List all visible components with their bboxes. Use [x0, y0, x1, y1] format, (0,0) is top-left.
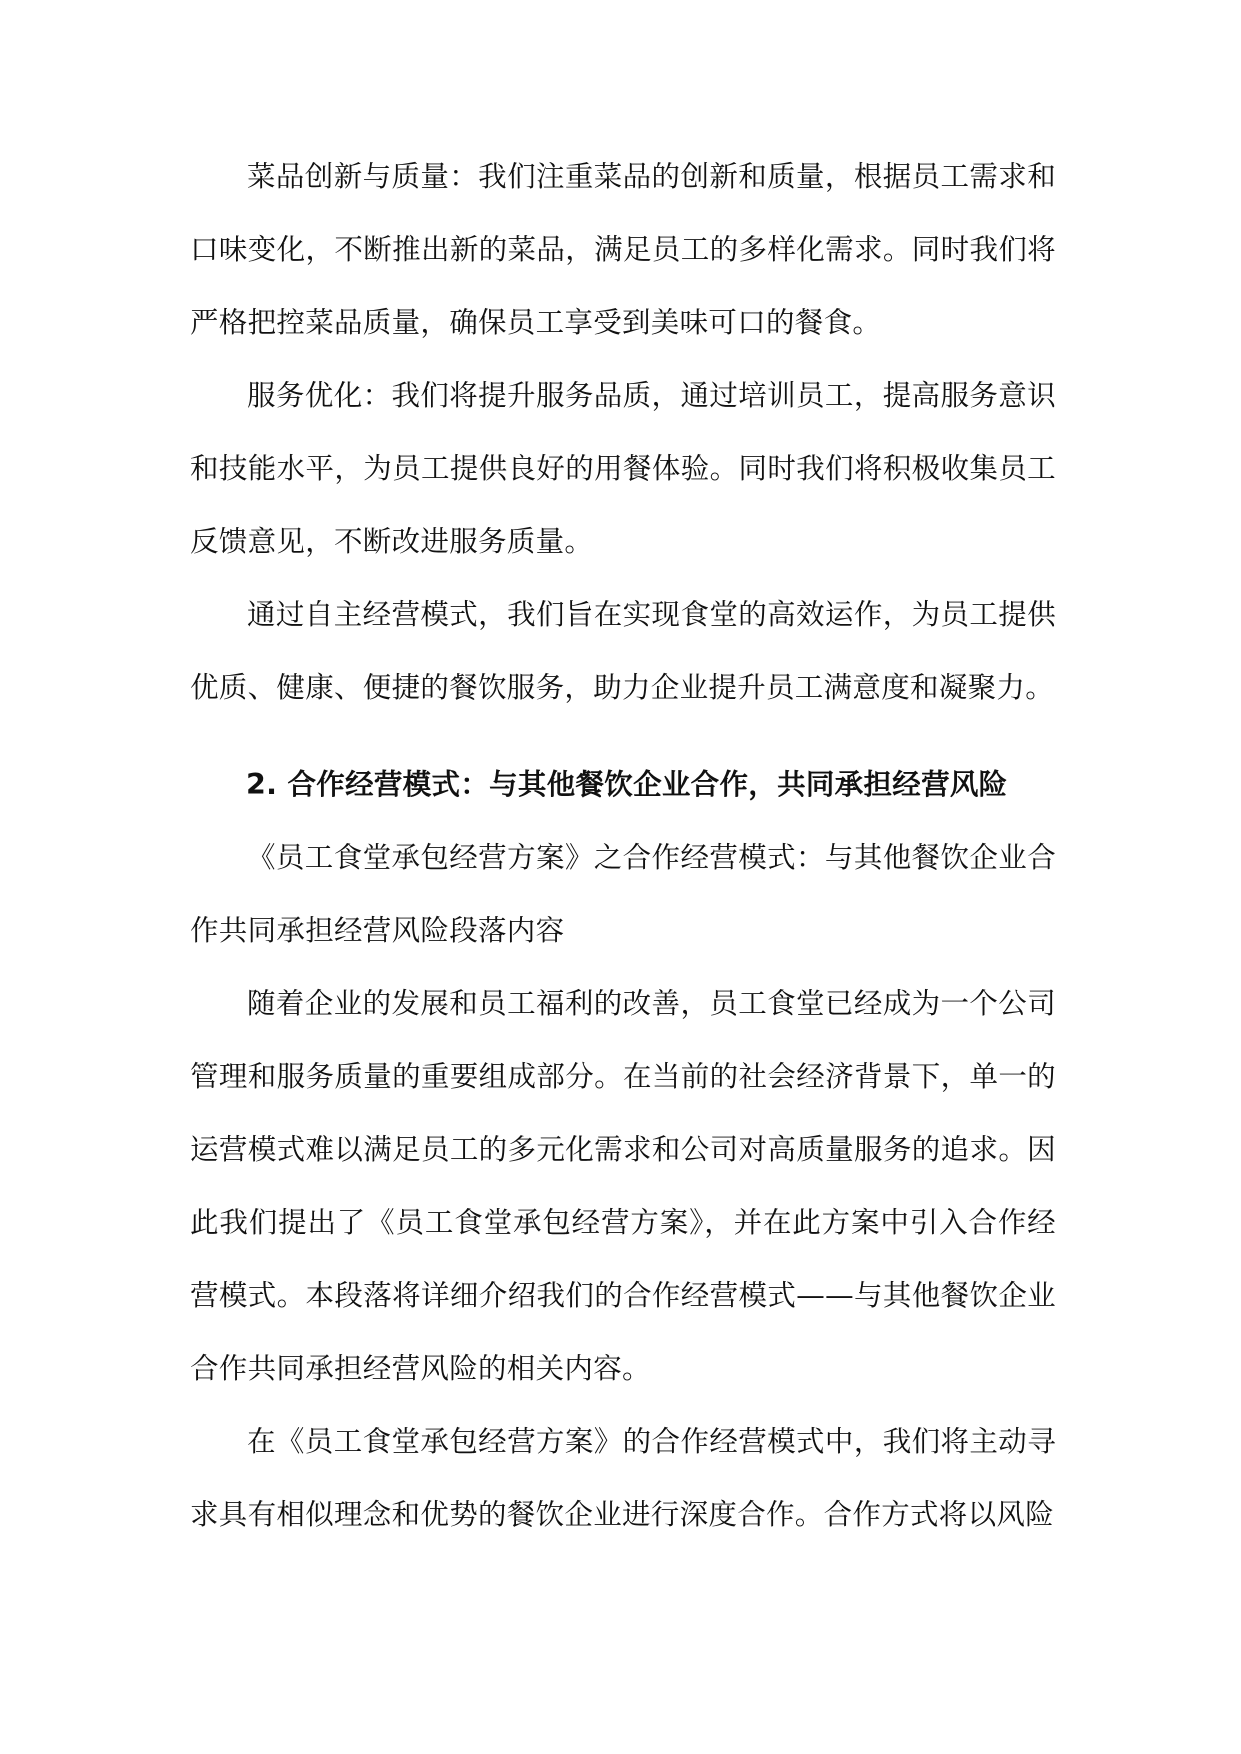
document-body: [190, 140, 1056, 1551]
paragraph-section-intro: 《员工食堂承包经营方案》之合作经营模式：与其他餐饮企业合作共同承担经营风险段落内容: [190, 841, 1056, 947]
paragraph-self-operation-summary: 通过自主经营模式，我们旨在实现食堂的高效运作，为员工提供优质、健康、便捷的餐饮服务，助力企业提升员工满意度和凝聚力。: [190, 598, 1056, 704]
paragraph-cooperation-details: 在《员工食堂承包经营方案》的合作经营模式中，我们将主动寻求具有相似理念和优势的餐饮企业进行深度合作。合作方式将以风险: [190, 1425, 1056, 1531]
section-heading: 2. 合作经营模式：与其他餐饮企业合作，共同承担经营风险: [246, 768, 1008, 801]
paragraph-service-optimization: 服务优化：我们将提升服务品质，通过培训员工，提高服务意识和技能水平，为员工提供良好的用餐体验。同时我们将积极收集员工反馈意见，不断改进服务质量。: [190, 379, 1056, 558]
paragraph-dish-innovation: 菜品创新与质量：我们注重菜品的创新和质量，根据员工需求和口味变化，不断推出新的菜品，满足员工的多样化需求。同时我们将严格把控菜品质量，确保员工享受到美味可口的餐食。: [190, 160, 1056, 339]
paragraph-background: 随着企业的发展和员工福利的改善，员工食堂已经成为一个公司管理和服务质量的重要组成部分。在当前的社会经济背景下，单一的运营模式难以满足员工的多元化需求和公司对高质量服务的追求。因此我们提出了《员工食堂承包经营方案》，并在此方案中引入合作经营模式。本段落将详细介绍我们的合作经营模式——与其他餐饮企业合作共同承担经营风险的相关内容。: [190, 987, 1056, 1385]
